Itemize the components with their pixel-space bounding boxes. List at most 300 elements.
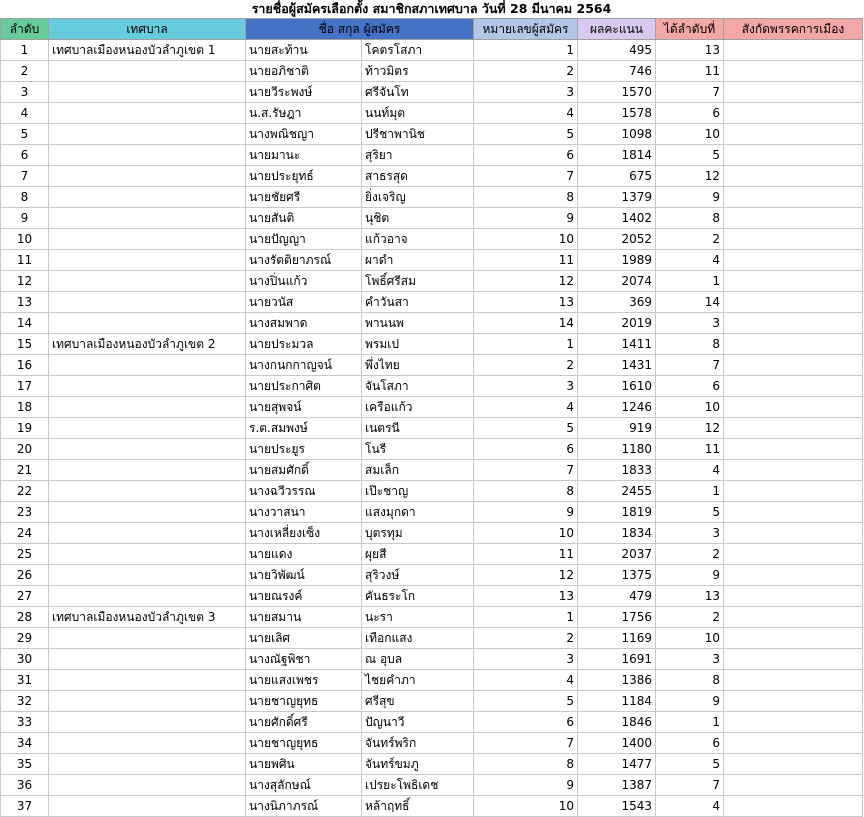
municipality-cell[interactable] [49,691,246,712]
municipality-cell[interactable] [49,397,246,418]
score-cell[interactable]: 1989 [578,250,656,271]
row-no-cell[interactable]: 24 [1,523,49,544]
candidate-number-cell[interactable]: 12 [474,271,578,292]
row-no-cell[interactable]: 10 [1,229,49,250]
row-no-cell[interactable]: 6 [1,145,49,166]
score-cell[interactable]: 1411 [578,334,656,355]
party-cell[interactable] [724,565,863,586]
first-name-cell[interactable]: นางเหลี่ยงเซ็ง [246,523,362,544]
last-name-cell[interactable]: นะรา [362,607,474,628]
party-cell[interactable] [724,754,863,775]
municipality-cell[interactable] [49,502,246,523]
party-cell[interactable] [724,40,863,61]
last-name-cell[interactable]: คันธระโก [362,586,474,607]
score-cell[interactable]: 2052 [578,229,656,250]
candidate-number-cell[interactable]: 1 [474,334,578,355]
first-name-cell[interactable]: นางสุลักษณ์ [246,775,362,796]
first-name-cell[interactable]: นายวีระพงษ์ [246,82,362,103]
first-name-cell[interactable]: นางกนกกาญจน์ [246,355,362,376]
score-cell[interactable]: 919 [578,418,656,439]
municipality-cell[interactable] [49,775,246,796]
municipality-cell[interactable] [49,439,246,460]
rank-cell[interactable]: 3 [656,313,724,334]
rank-cell[interactable]: 7 [656,82,724,103]
municipality-cell[interactable] [49,733,246,754]
candidate-number-cell[interactable]: 2 [474,628,578,649]
first-name-cell[interactable]: นายศักดิ์ศรี [246,712,362,733]
row-no-cell[interactable]: 32 [1,691,49,712]
last-name-cell[interactable]: ผาดำ [362,250,474,271]
row-no-cell[interactable]: 15 [1,334,49,355]
candidate-number-cell[interactable]: 14 [474,313,578,334]
last-name-cell[interactable]: จันทร์พริก [362,733,474,754]
party-cell[interactable] [724,418,863,439]
candidate-number-cell[interactable]: 5 [474,418,578,439]
last-name-cell[interactable]: โพธิ์ศรีสม [362,271,474,292]
first-name-cell[interactable]: นายชาญยุทธ [246,733,362,754]
rank-cell[interactable]: 3 [656,523,724,544]
score-cell[interactable]: 1402 [578,208,656,229]
score-cell[interactable]: 1610 [578,376,656,397]
first-name-cell[interactable]: นายณรงค์ [246,586,362,607]
rank-cell[interactable]: 4 [656,796,724,817]
party-cell[interactable] [724,775,863,796]
party-cell[interactable] [724,712,863,733]
rank-cell[interactable]: 7 [656,775,724,796]
candidate-number-cell[interactable]: 13 [474,292,578,313]
party-cell[interactable] [724,397,863,418]
last-name-cell[interactable]: เป๊ะชาญ [362,481,474,502]
last-name-cell[interactable]: พานนพ [362,313,474,334]
first-name-cell[interactable]: นายวิพัฒน์ [246,565,362,586]
first-name-cell[interactable]: นายมานะ [246,145,362,166]
first-name-cell[interactable]: นายประยุทธ์ [246,166,362,187]
score-cell[interactable]: 1387 [578,775,656,796]
candidate-number-cell[interactable]: 7 [474,733,578,754]
row-no-cell[interactable]: 3 [1,82,49,103]
municipality-cell[interactable] [49,313,246,334]
party-cell[interactable] [724,166,863,187]
first-name-cell[interactable]: นายเลิศ [246,628,362,649]
first-name-cell[interactable]: นายประยูร [246,439,362,460]
rank-cell[interactable]: 9 [656,691,724,712]
first-name-cell[interactable]: นายประมวล [246,334,362,355]
row-no-cell[interactable]: 25 [1,544,49,565]
table-row [1,334,863,355]
score-cell[interactable]: 2455 [578,481,656,502]
score-cell[interactable]: 1400 [578,733,656,754]
party-cell[interactable] [724,103,863,124]
score-cell[interactable]: 1386 [578,670,656,691]
last-name-cell[interactable]: ปัญนาวี [362,712,474,733]
score-cell[interactable]: 746 [578,61,656,82]
candidate-number-cell[interactable]: 1 [474,40,578,61]
candidate-number-cell[interactable]: 10 [474,229,578,250]
rank-cell[interactable]: 5 [656,754,724,775]
last-name-cell[interactable]: หล้าฤทธิ์ [362,796,474,817]
party-cell[interactable] [724,208,863,229]
last-name-cell[interactable]: เปรยะโพธิเดช [362,775,474,796]
row-no-cell[interactable]: 14 [1,313,49,334]
rank-cell[interactable]: 11 [656,439,724,460]
score-cell[interactable]: 1184 [578,691,656,712]
first-name-cell[interactable]: นายประกาศิต [246,376,362,397]
candidate-number-cell[interactable]: 4 [474,103,578,124]
score-cell[interactable]: 1477 [578,754,656,775]
rank-cell[interactable]: 14 [656,292,724,313]
municipality-cell[interactable] [49,565,246,586]
candidate-number-cell[interactable]: 10 [474,796,578,817]
candidate-number-cell[interactable]: 9 [474,502,578,523]
last-name-cell[interactable]: พึ่งไทย [362,355,474,376]
candidate-number-cell[interactable]: 3 [474,376,578,397]
last-name-cell[interactable]: ท้าวมิตร [362,61,474,82]
party-cell[interactable] [724,628,863,649]
candidate-number-cell[interactable]: 5 [474,691,578,712]
candidate-number-cell[interactable]: 7 [474,166,578,187]
row-no-cell[interactable]: 34 [1,733,49,754]
municipality-cell[interactable] [49,670,246,691]
party-cell[interactable] [724,733,863,754]
first-name-cell[interactable]: นางสมพาด [246,313,362,334]
score-cell[interactable]: 1246 [578,397,656,418]
last-name-cell[interactable]: เทือกแสง [362,628,474,649]
first-name-cell[interactable]: นายสะท้าน [246,40,362,61]
rank-cell[interactable]: 11 [656,61,724,82]
first-name-cell[interactable]: นายสันติ [246,208,362,229]
first-name-cell[interactable]: นายอภิชาติ [246,61,362,82]
municipality-cell[interactable] [49,481,246,502]
rank-cell[interactable]: 1 [656,712,724,733]
last-name-cell[interactable]: แก้วอาจ [362,229,474,250]
score-cell[interactable]: 369 [578,292,656,313]
row-no-cell[interactable]: 17 [1,376,49,397]
rank-cell[interactable]: 2 [656,607,724,628]
score-cell[interactable]: 1098 [578,124,656,145]
rank-cell[interactable]: 3 [656,649,724,670]
candidate-number-cell[interactable]: 11 [474,250,578,271]
municipality-cell[interactable] [49,754,246,775]
party-cell[interactable] [724,670,863,691]
municipality-cell[interactable] [49,376,246,397]
rank-cell[interactable]: 2 [656,544,724,565]
score-cell[interactable]: 2019 [578,313,656,334]
last-name-cell[interactable]: ศรีจันโท [362,82,474,103]
last-name-cell[interactable]: สุริวงษ์ [362,565,474,586]
municipality-cell[interactable] [49,460,246,481]
last-name-cell[interactable]: พรมเป [362,334,474,355]
party-cell[interactable] [724,586,863,607]
municipality-cell[interactable] [49,628,246,649]
score-cell[interactable]: 1543 [578,796,656,817]
score-cell[interactable]: 1180 [578,439,656,460]
last-name-cell[interactable]: ผุยสี [362,544,474,565]
party-cell[interactable] [724,502,863,523]
first-name-cell[interactable]: นายพศิน [246,754,362,775]
score-cell[interactable]: 479 [578,586,656,607]
party-cell[interactable] [724,61,863,82]
municipality-cell[interactable] [49,187,246,208]
row-no-cell[interactable]: 21 [1,460,49,481]
last-name-cell[interactable]: บุตรทุม [362,523,474,544]
last-name-cell[interactable]: นุชิต [362,208,474,229]
municipality-cell[interactable] [49,166,246,187]
rank-cell[interactable]: 10 [656,124,724,145]
rank-cell[interactable]: 6 [656,103,724,124]
rank-cell[interactable]: 1 [656,271,724,292]
municipality-cell[interactable]: เทศบาลเมืองหนองบัวลำภูเขต 2 [49,334,246,355]
row-no-cell[interactable]: 23 [1,502,49,523]
first-name-cell[interactable]: นางพณิชญา [246,124,362,145]
row-no-cell[interactable]: 12 [1,271,49,292]
row-no-cell[interactable]: 36 [1,775,49,796]
last-name-cell[interactable]: สมเล็ก [362,460,474,481]
rank-cell[interactable]: 5 [656,145,724,166]
first-name-cell[interactable]: นายปัญญา [246,229,362,250]
last-name-cell[interactable]: แสงมุกดา [362,502,474,523]
row-no-cell[interactable]: 11 [1,250,49,271]
row-no-cell[interactable]: 31 [1,670,49,691]
party-cell[interactable] [724,271,863,292]
last-name-cell[interactable]: โนรี [362,439,474,460]
score-cell[interactable]: 1578 [578,103,656,124]
first-name-cell[interactable]: นางฉวีวรรณ [246,481,362,502]
rank-cell[interactable]: 9 [656,565,724,586]
party-cell[interactable] [724,124,863,145]
row-no-cell[interactable]: 37 [1,796,49,817]
score-cell[interactable]: 1833 [578,460,656,481]
score-cell[interactable]: 1846 [578,712,656,733]
party-cell[interactable] [724,187,863,208]
last-name-cell[interactable]: โคตรโสภา [362,40,474,61]
candidate-number-cell[interactable]: 11 [474,544,578,565]
first-name-cell[interactable]: นายสุพจน์ [246,397,362,418]
first-name-cell[interactable]: ร.ต.สมพงษ์ [246,418,362,439]
party-cell[interactable] [724,439,863,460]
party-cell[interactable] [724,796,863,817]
score-cell[interactable]: 1570 [578,82,656,103]
rank-cell[interactable]: 13 [656,586,724,607]
candidate-number-cell[interactable]: 1 [474,607,578,628]
municipality-cell[interactable] [49,82,246,103]
candidate-number-cell[interactable]: 8 [474,187,578,208]
municipality-cell[interactable] [49,355,246,376]
row-no-cell[interactable]: 4 [1,103,49,124]
municipality-cell[interactable] [49,250,246,271]
candidate-number-cell[interactable]: 7 [474,460,578,481]
first-name-cell[interactable]: นายสมาน [246,607,362,628]
municipality-cell[interactable] [49,61,246,82]
score-cell[interactable]: 1379 [578,187,656,208]
score-cell[interactable]: 1431 [578,355,656,376]
rank-cell[interactable]: 2 [656,229,724,250]
party-cell[interactable] [724,691,863,712]
municipality-cell[interactable] [49,208,246,229]
municipality-cell[interactable] [49,544,246,565]
row-no-cell[interactable]: 20 [1,439,49,460]
row-no-cell[interactable]: 16 [1,355,49,376]
row-no-cell[interactable]: 9 [1,208,49,229]
row-no-cell[interactable]: 35 [1,754,49,775]
municipality-cell[interactable] [49,103,246,124]
row-no-cell[interactable]: 27 [1,586,49,607]
candidate-number-cell[interactable]: 3 [474,649,578,670]
row-no-cell[interactable]: 7 [1,166,49,187]
party-cell[interactable] [724,250,863,271]
municipality-cell[interactable] [49,418,246,439]
candidate-number-cell[interactable]: 4 [474,670,578,691]
rank-cell[interactable]: 6 [656,376,724,397]
table-row [1,397,863,418]
score-cell[interactable]: 1375 [578,565,656,586]
party-cell[interactable] [724,229,863,250]
last-name-cell[interactable]: นนท์มุต [362,103,474,124]
first-name-cell[interactable]: นางณัฐพิชา [246,649,362,670]
municipality-cell[interactable] [49,271,246,292]
score-cell[interactable]: 1834 [578,523,656,544]
row-no-cell[interactable]: 33 [1,712,49,733]
last-name-cell[interactable]: สาธรสุด [362,166,474,187]
last-name-cell[interactable]: ไชยคำภา [362,670,474,691]
party-cell[interactable] [724,481,863,502]
row-no-cell[interactable]: 29 [1,628,49,649]
candidate-number-cell[interactable]: 6 [474,145,578,166]
score-cell[interactable]: 1756 [578,607,656,628]
candidate-number-cell[interactable]: 9 [474,208,578,229]
rank-cell[interactable]: 12 [656,166,724,187]
candidate-number-cell[interactable]: 2 [474,61,578,82]
candidate-number-cell[interactable]: 12 [474,565,578,586]
last-name-cell[interactable]: เนตรนี [362,418,474,439]
row-no-cell[interactable]: 1 [1,40,49,61]
first-name-cell[interactable]: นางรัตติยาภรณ์ [246,250,362,271]
municipality-cell[interactable] [49,796,246,817]
rank-cell[interactable]: 1 [656,481,724,502]
rank-cell[interactable]: 10 [656,397,724,418]
municipality-cell[interactable] [49,586,246,607]
last-name-cell[interactable]: ยิ่งเจริญ [362,187,474,208]
last-name-cell[interactable]: สุริยา [362,145,474,166]
score-cell[interactable]: 1819 [578,502,656,523]
last-name-cell[interactable]: จันโสภา [362,376,474,397]
row-no-cell[interactable]: 26 [1,565,49,586]
table-row [1,628,863,649]
first-name-cell[interactable]: นางปิ่นแก้ว [246,271,362,292]
last-name-cell[interactable]: ปรีชาพานิช [362,124,474,145]
first-name-cell[interactable]: นายสมศักดิ์ [246,460,362,481]
row-no-cell[interactable]: 13 [1,292,49,313]
municipality-cell[interactable] [49,124,246,145]
party-cell[interactable] [724,355,863,376]
rank-cell[interactable]: 7 [656,355,724,376]
last-name-cell[interactable]: ณ อุบล [362,649,474,670]
first-name-cell[interactable]: นางนิภาภรณ์ [246,796,362,817]
row-no-cell[interactable]: 28 [1,607,49,628]
first-name-cell[interactable]: นายชาญยุทธ [246,691,362,712]
score-cell[interactable]: 2074 [578,271,656,292]
last-name-cell[interactable]: จันทร์ขมภู [362,754,474,775]
rank-cell[interactable]: 9 [656,187,724,208]
party-cell[interactable] [724,313,863,334]
party-cell[interactable] [724,607,863,628]
municipality-cell[interactable] [49,712,246,733]
candidate-number-cell[interactable]: 6 [474,712,578,733]
party-cell[interactable] [724,649,863,670]
party-cell[interactable] [724,292,863,313]
candidate-number-cell[interactable]: 8 [474,481,578,502]
party-cell[interactable] [724,544,863,565]
row-no-cell[interactable]: 5 [1,124,49,145]
municipality-cell[interactable] [49,292,246,313]
first-name-cell[interactable]: นางวาสนา [246,502,362,523]
first-name-cell[interactable]: นายวนัส [246,292,362,313]
rank-cell[interactable]: 12 [656,418,724,439]
candidate-number-cell[interactable]: 8 [474,754,578,775]
row-no-cell[interactable]: 19 [1,418,49,439]
score-cell[interactable]: 1169 [578,628,656,649]
rank-cell[interactable]: 5 [656,502,724,523]
first-name-cell[interactable]: นายแดง [246,544,362,565]
candidate-number-cell[interactable]: 4 [474,397,578,418]
first-name-cell[interactable]: น.ส.รัษฎา [246,103,362,124]
first-name-cell[interactable]: นายแสงเพชร [246,670,362,691]
row-no-cell[interactable]: 22 [1,481,49,502]
rank-cell[interactable]: 10 [656,628,724,649]
last-name-cell[interactable]: คำวันสา [362,292,474,313]
last-name-cell[interactable]: เครือแก้ว [362,397,474,418]
candidate-number-cell[interactable]: 13 [474,586,578,607]
candidate-number-cell[interactable]: 2 [474,355,578,376]
header-candidate-no: หมายเลขผู้สมัคร [474,19,578,40]
party-cell[interactable] [724,460,863,481]
row-no-cell[interactable]: 18 [1,397,49,418]
rank-cell[interactable]: 8 [656,334,724,355]
rank-cell[interactable]: 4 [656,250,724,271]
row-no-cell[interactable]: 30 [1,649,49,670]
municipality-cell[interactable]: เทศบาลเมืองหนองบัวลำภูเขต 1 [49,40,246,61]
municipality-cell[interactable] [49,649,246,670]
last-name-cell[interactable]: ศรีสุข [362,691,474,712]
score-cell[interactable]: 1814 [578,145,656,166]
score-cell[interactable]: 2037 [578,544,656,565]
row-no-cell[interactable]: 2 [1,61,49,82]
rank-cell[interactable]: 8 [656,670,724,691]
candidate-number-cell[interactable]: 5 [474,124,578,145]
municipality-cell[interactable] [49,229,246,250]
rank-cell[interactable]: 6 [656,733,724,754]
score-cell[interactable]: 1691 [578,649,656,670]
score-cell[interactable]: 495 [578,40,656,61]
municipality-cell[interactable]: เทศบาลเมืองหนองบัวลำภูเขต 3 [49,607,246,628]
party-cell[interactable] [724,334,863,355]
municipality-cell[interactable] [49,523,246,544]
score-cell[interactable]: 675 [578,166,656,187]
row-no-cell[interactable]: 8 [1,187,49,208]
candidate-number-cell[interactable]: 9 [474,775,578,796]
candidate-number-cell[interactable]: 3 [474,82,578,103]
party-cell[interactable] [724,145,863,166]
rank-cell[interactable]: 8 [656,208,724,229]
party-cell[interactable] [724,523,863,544]
candidate-number-cell[interactable]: 6 [474,439,578,460]
municipality-cell[interactable] [49,145,246,166]
rank-cell[interactable]: 4 [656,460,724,481]
first-name-cell[interactable]: นายชัยศรี [246,187,362,208]
party-cell[interactable] [724,82,863,103]
candidate-number-cell[interactable]: 10 [474,523,578,544]
rank-cell[interactable]: 13 [656,40,724,61]
party-cell[interactable] [724,376,863,397]
